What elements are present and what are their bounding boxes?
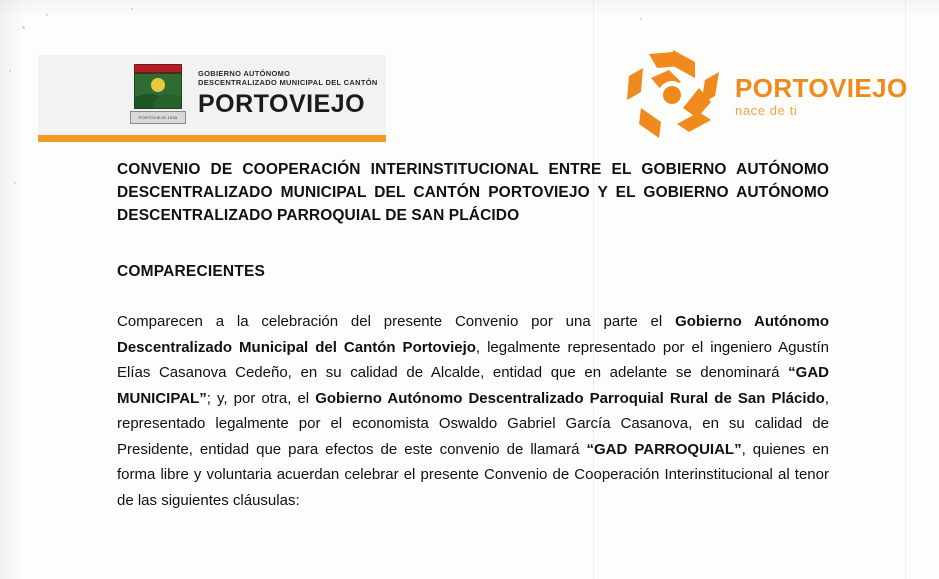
party-municipal-alias: “GAD MUNICIPAL”	[117, 364, 829, 407]
scan-speck	[46, 14, 48, 16]
party-parroquial-alias: “GAD PARROQUIAL”	[586, 440, 742, 458]
page-title: CONVENIO DE COOPERACIÓN INTERINSTITUCIONAL ENTRE EL GOBIERNO AUTÓNOMO DESCENTRALIZADO MUNICIPAL DEL CANTÓN PORTOVIEJO Y EL GOBIERNO AUTÓNOMO DESCENTRALIZADO PARROQUIAL DE SAN PLÁCIDO	[117, 161, 829, 224]
scan-speck	[131, 8, 133, 10]
portoviejo-spiral-icon	[625, 48, 721, 140]
scan-shadow-left	[0, 0, 26, 579]
emblem-wordmark	[198, 69, 383, 119]
para-text-5: , quienes en forma libre y voluntaria acuerdan celebrar el presente Convenio de Cooperación Interinstitucional al tenor de las siguientes cláusulas:	[117, 440, 829, 509]
scan-speck	[22, 26, 25, 29]
portoviejo-logo-text	[735, 74, 908, 119]
emblem-line-1: GOBIERNO AUTÓNOMO	[198, 69, 291, 78]
comparecientes-paragraph	[117, 309, 829, 513]
coat-of-arms-motto: PORTOVIEJO 1535	[138, 115, 178, 120]
scan-speck	[640, 18, 642, 20]
scan-speck	[14, 182, 16, 184]
para-text-4: , representado legalmente por el economista Oswaldo Gabriel García Casanova, en su calidad de Presidente, entidad que para efectos de este convenio de llamará	[117, 389, 829, 458]
emblem-orange-rule	[38, 135, 386, 142]
logo-brand-name: PORTOVIEJO	[735, 73, 908, 103]
party-parroquial-name: Gobierno Autónomo Descentralizado Parroquial Rural de San Plácido	[315, 389, 825, 407]
portoviejo-logo	[625, 48, 925, 140]
section-heading: COMPARECIENTES	[117, 263, 266, 280]
document-body	[117, 158, 829, 513]
scan-speck	[9, 70, 11, 72]
emblem-line-2: DESCENTRALIZADO MUNICIPAL DEL CANTÓN	[198, 78, 378, 87]
municipal-emblem-block	[38, 55, 386, 135]
party-municipal-name: Gobierno Autónomo Descentralizado Municipal del Cantón Portoviejo	[117, 313, 829, 356]
para-text-3: ; y, por otra, el	[206, 389, 316, 407]
coat-of-arms-icon	[130, 64, 186, 126]
scan-shadow-top	[0, 0, 939, 18]
emblem-brand-name: PORTOVIEJO	[198, 90, 366, 118]
para-text-2: , legalmente representado por el ingeniero Agustín Elías Casanova Cedeño, en su calidad de Alcalde, entidad que en adelante se denominará	[117, 338, 829, 381]
para-text-1: Comparecen a la celebración del presente Convenio por una parte el	[117, 313, 676, 330]
logo-tagline: nace de ti	[735, 103, 798, 118]
